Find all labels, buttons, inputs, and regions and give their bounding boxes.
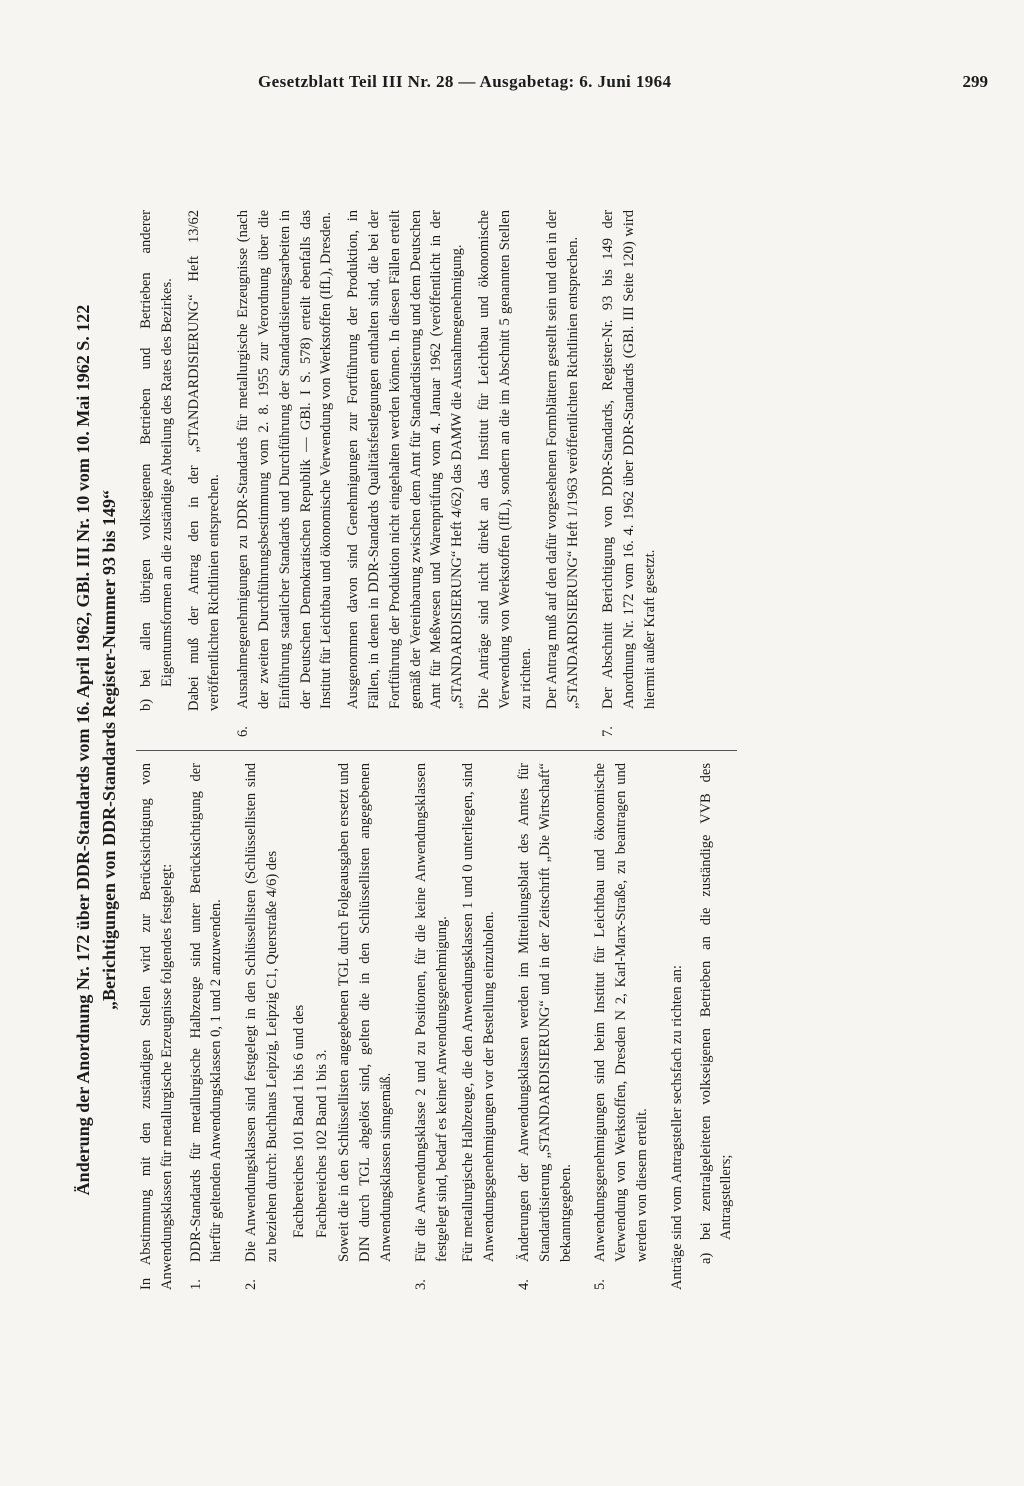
sub-item-b: [136, 210, 178, 737]
right-item-list: [233, 210, 666, 737]
item-body: [186, 763, 234, 1262]
item-paragraph: DDR-Standards für metallurgische Halbzeuge sind unter Berücksichtigung der hierfür geltenden Anwendungsklassen 0, 1 und 2 anzuwenden.: [187, 763, 225, 1262]
sub-item-a-label: a): [697, 1252, 714, 1264]
intro-paragraph: In Abstimmung mit den zuständigen Stellen wird zur Berücksichtigung von Anwendungsklassen für metallurgische Erzeugnisse folgendes festgelegt:: [138, 763, 175, 1290]
item-paragraph: Für metallurgische Halbzeuge, die den Anwendungsklassen 1 und 0 unterliegen, sind Anwendungsgenehmigungen vor der Bestellung einzuholen.: [460, 763, 498, 1262]
right-column: [136, 210, 737, 737]
item-number: 5.: [592, 1279, 609, 1290]
item-paragraph: Der Abschnitt Berichtigung von DDR-Standards, Register-Nr. 93 bis 149 der Anordnung Nr. 172 vom 16. 4. 1962 über DDR-Standards (GBl. III Seite 120) wird hiermit außer Kraft gesetzt.: [599, 210, 658, 709]
item-number: 6.: [235, 726, 252, 737]
numbered-item: [186, 763, 234, 1290]
sub-item-a-text: bei zentralgeleiteten volkseigenen Betrieben an die zuständige VVB des Antragstellers;: [697, 763, 735, 1240]
left-item-list: [186, 763, 659, 1290]
item-paragraph: Die Anträge sind nicht direkt an das Institut für Leichtbau und ökonomische Verwendung von Werkstoffen (IfL), sondern an die im Abschnitt 5 genannten Stellen zu richten.: [475, 210, 534, 709]
antraege-paragraph: Anträge sind vom Antragsteller sechsfach zu richten an:: [668, 965, 685, 1290]
item-number: 4.: [515, 1279, 532, 1290]
item-body: [514, 763, 582, 1262]
item-paragraph: Für die Anwendungsklasse 2 und zu Positionen, für die keine Anwendungsklassen festgelegt sind, bedarf es keiner Anwendungsgenehmigung.: [412, 763, 450, 1262]
item-paragraph: Änderungen der Anwendungsklassen werden im Mitteilungsblatt des Amtes für Standardisierung „STANDARDISIERUNG“ und in der Zeitschrift „Die Wirtschaft“ bekanntgegeben.: [515, 763, 574, 1262]
page-number: 299: [962, 72, 988, 91]
left-column: [136, 763, 737, 1290]
item-number: 3.: [412, 1279, 429, 1290]
heading-line-1: Änderung der Anordnung Nr. 172 über DDR-Standards vom 16. April 1962, GBl. III Nr. 10 vom 10. Mai 1962 S. 122: [73, 304, 93, 1196]
dabei-paragraph: Dabei muß der Antrag den in der „STANDARDISIERUNG“ Heft 13/62 veröffentlichten Richtlinien entsprechen.: [185, 210, 223, 711]
item-body: [411, 763, 506, 1262]
document-heading: [70, 210, 122, 1290]
item-number: 2.: [243, 1279, 260, 1290]
item-body: [233, 210, 590, 709]
item-paragraph: Fachbereiches 102 Band 1 bis 3.: [313, 1049, 330, 1238]
numbered-item: [233, 210, 590, 737]
item-paragraph: Soweit die in den Schlüssellisten angegebenen TGL durch Folgeausgaben ersetzt und DIN durch TGL abgelöst sind, gelten die in den Schlüssellisten angegebenen Anwendungsklassen sinngemäß.: [336, 763, 394, 1262]
item-paragraph: Die Anwendungsklassen sind festgelegt in den Schlüssellisten (Schlüssellisten sind zu beziehen durch: Buchhaus Leipzig, Leipzig C1, Querstraße 4/6) des: [243, 763, 280, 1262]
numbered-item: [598, 210, 666, 737]
numbered-item: [411, 763, 506, 1290]
heading-line-2: „Berichtigungen von DDR-Standards Register-Nummer 93 bis 149“: [99, 490, 119, 1010]
sub-item-b-label: b): [138, 698, 154, 711]
item-paragraph: Ausgenommen davon sind Genehmigungen zur Fortführung der Produktion, in Fällen, in denen in DDR-Standards Qualitätsfestlegungen enthalten sind, die bei der Fortführung der Produktion nicht eingehalten werden können. In diesen Fällen erteilt gemäß der Vereinbarung zwischen dem Amt für Standardisierung und dem Deutschen Amt für Meßwesen und Warenprüfung vom 4. Januar 1962 (veröffentlicht in der „STANDARDISIERUNG“ Heft 4/62) das DAMW die Ausnahmegenehmigung.: [345, 210, 466, 709]
column-divider: [136, 750, 737, 751]
header-title: Gesetzblatt Teil III Nr. 28 — Ausgabetag: 6. Juni 1964: [258, 72, 672, 91]
item-paragraph: Der Antrag muß auf den dafür vorgesehenen Formblättern gestellt sein und den in der „STANDARDISIERUNG“ Heft 1/1963 veröffentlichten Richtlinien entsprechen.: [544, 210, 582, 709]
text-columns: [136, 210, 737, 1290]
item-number: 1.: [187, 1279, 204, 1290]
item-body: [598, 210, 666, 709]
numbered-item: [514, 763, 582, 1290]
numbered-item: [241, 763, 403, 1290]
rotated-page-body: [70, 210, 860, 1290]
item-body: [241, 763, 403, 1262]
item-paragraph: Ausnahmegenehmigungen zu DDR-Standards für metallurgische Erzeugnisse (nach der zweiten Durchführungsbestimmung vom 2. 8. 1955 zur Verordnung über die Einführung staatlicher Standards und Durchführung der Standardisierungsarbeiten in der Deutschen Demokratischen Republik — GBl. I S. 578) erteilt ebenfalls das Institut für Leichtbau und ökonomische Verwendung von Werkstoffen (IfL), Dresden.: [235, 210, 335, 709]
item-paragraph: Anwendungsgenehmigungen sind beim Institut für Leichtbau und ökonomische Verwendung von Werkstoffen, Dresden N 2, Karl-Marx-Straße, zu beantragen und werden von diesem erteilt.: [592, 763, 650, 1262]
item-body: [590, 763, 658, 1262]
item-paragraph: Fachbereiches 101 Band 1 bis 6 und des: [290, 1004, 307, 1238]
sub-item-b-text: bei allen übrigen volkseigenen Betrieben und Betrieben anderer Eigentumsformen an die zuständige Abteilung des Rates des Bezirkes.: [138, 210, 175, 687]
sub-item-a: [696, 763, 738, 1290]
numbered-item: [590, 763, 658, 1290]
page-header: [258, 72, 988, 102]
item-number: 7.: [599, 726, 616, 737]
